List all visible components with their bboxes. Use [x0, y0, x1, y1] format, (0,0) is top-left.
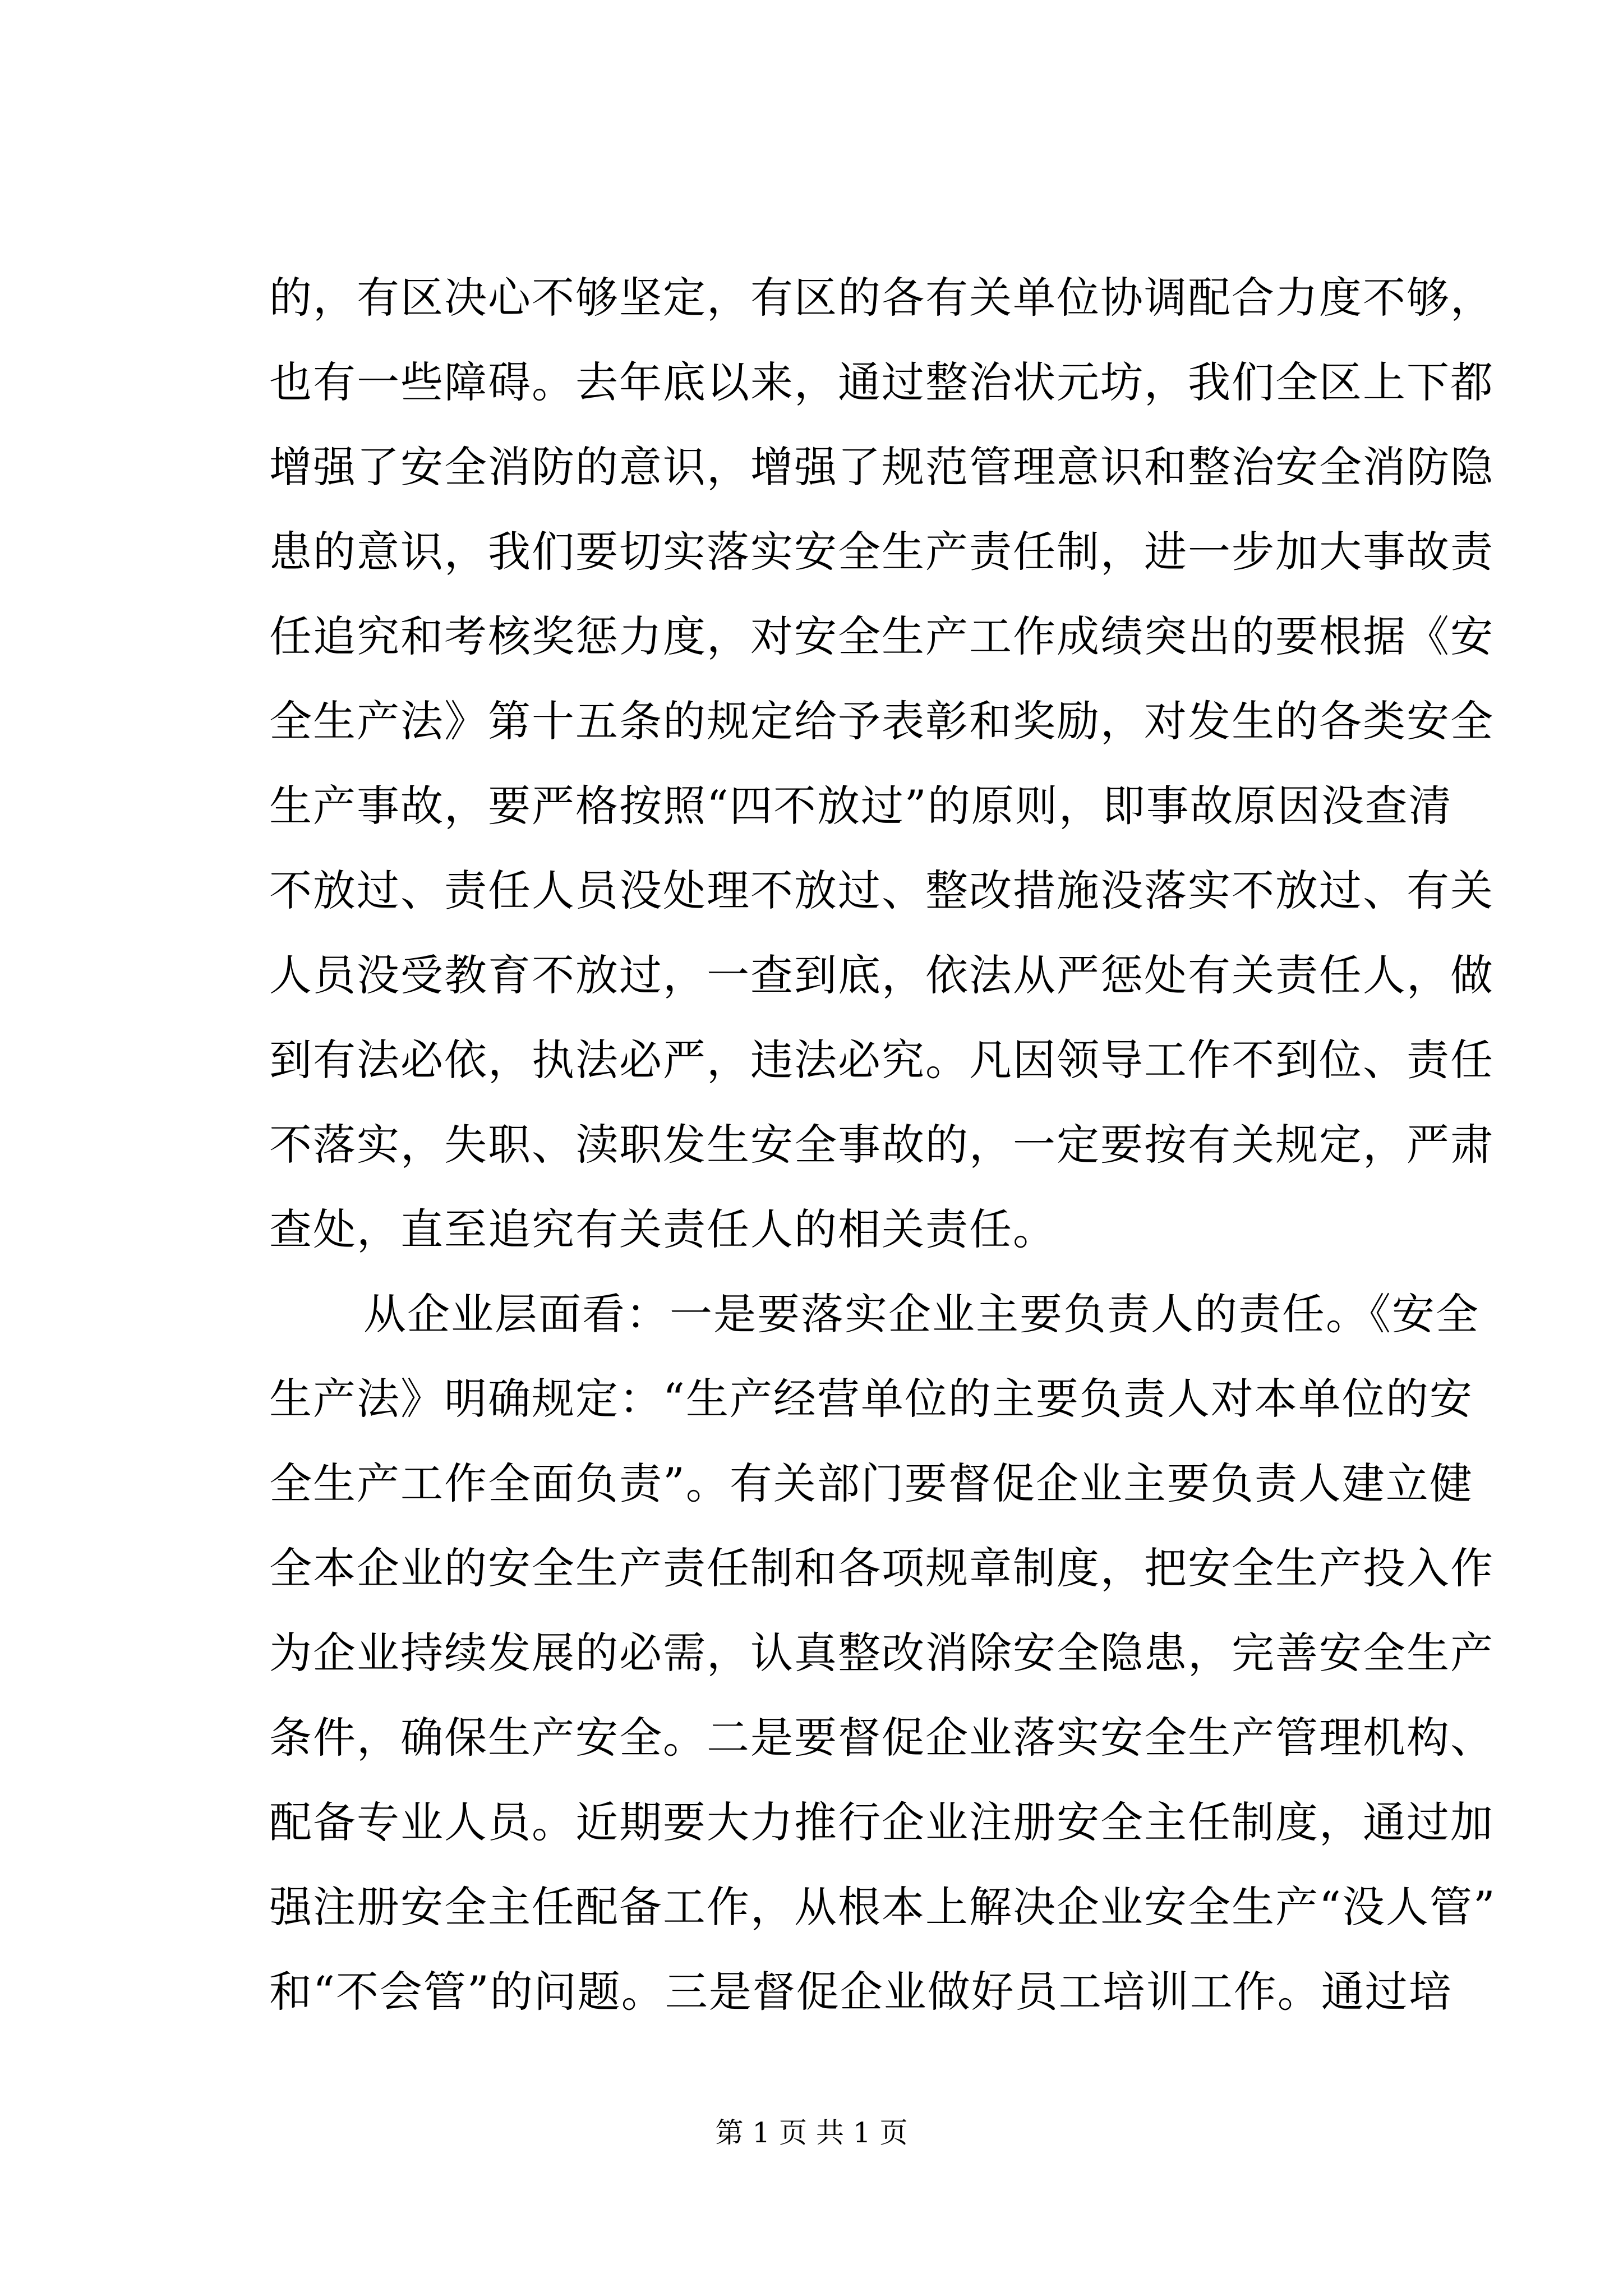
text-line: 为企业持续发展的必需，认真整改消除安全隐患，完善安全生产	[269, 1628, 1494, 1678]
text-line: 生产事故，要严格按照“四不放过”的原则，即事故原因没查清	[269, 781, 1453, 831]
text-line: 全生产工作全面负责”。有关部门要督促企业主要负责人建立健	[269, 1458, 1473, 1508]
text-line: 从企业层面看：一是要落实企业主要负责人的责任。《安全	[363, 1289, 1479, 1339]
text-line: 强注册安全主任配备工作，从根本上解决企业安全生产“没人管”	[269, 1882, 1496, 1932]
text-line: 也有一些障碍。去年底以来，通过整治状元坊，我们全区上下都	[269, 357, 1494, 407]
document-body	[269, 255, 1496, 2034]
text-line: 增强了安全消防的意识，增强了规范管理意识和整治安全消防隐	[269, 442, 1494, 492]
text-line: 到有法必依，执法必严，违法必究。凡因领导工作不到位、责任	[269, 1035, 1494, 1085]
text-line: 全生产法》第十五条的规定给予表彰和奖励，对发生的各类安全	[269, 696, 1494, 746]
text-line: 的，有区决心不够坚定，有区的各有关单位协调配合力度不够，	[269, 273, 1494, 323]
text-line: 患的意识，我们要切实落实安全生产责任制，进一步加大事故责	[269, 527, 1494, 577]
page-number-footer: 第 1 页 共 1 页	[715, 2116, 908, 2149]
text-line: 全本企业的安全生产责任制和各项规章制度，把安全生产投入作	[269, 1543, 1494, 1593]
text-line: 不放过、责任人员没处理不放过、整改措施没落实不放过、有关	[269, 866, 1494, 915]
text-line: 任追究和考核奖惩力度，对安全生产工作成绩突出的要根据《安	[269, 611, 1494, 661]
text-line: 查处，直至追究有关责任人的相关责任。	[269, 1204, 1057, 1254]
text-line: 不落实，失职、渎职发生安全事故的，一定要按有关规定，严肃	[269, 1120, 1494, 1170]
text-line: 人员没受教育不放过，一查到底，依法从严惩处有关责任人，做	[269, 950, 1494, 1000]
text-line: 生产法》明确规定：“生产经营单位的主要负责人对本单位的安	[269, 1374, 1473, 1424]
text-line: 配备专业人员。近期要大力推行企业注册安全主任制度，通过加	[269, 1797, 1494, 1847]
text-line: 条件，确保生产安全。二是要督促企业落实安全生产管理机构、	[269, 1713, 1494, 1763]
text-line: 和“不会管”的问题。三是督促企业做好员工培训工作。通过培	[269, 1967, 1453, 2017]
